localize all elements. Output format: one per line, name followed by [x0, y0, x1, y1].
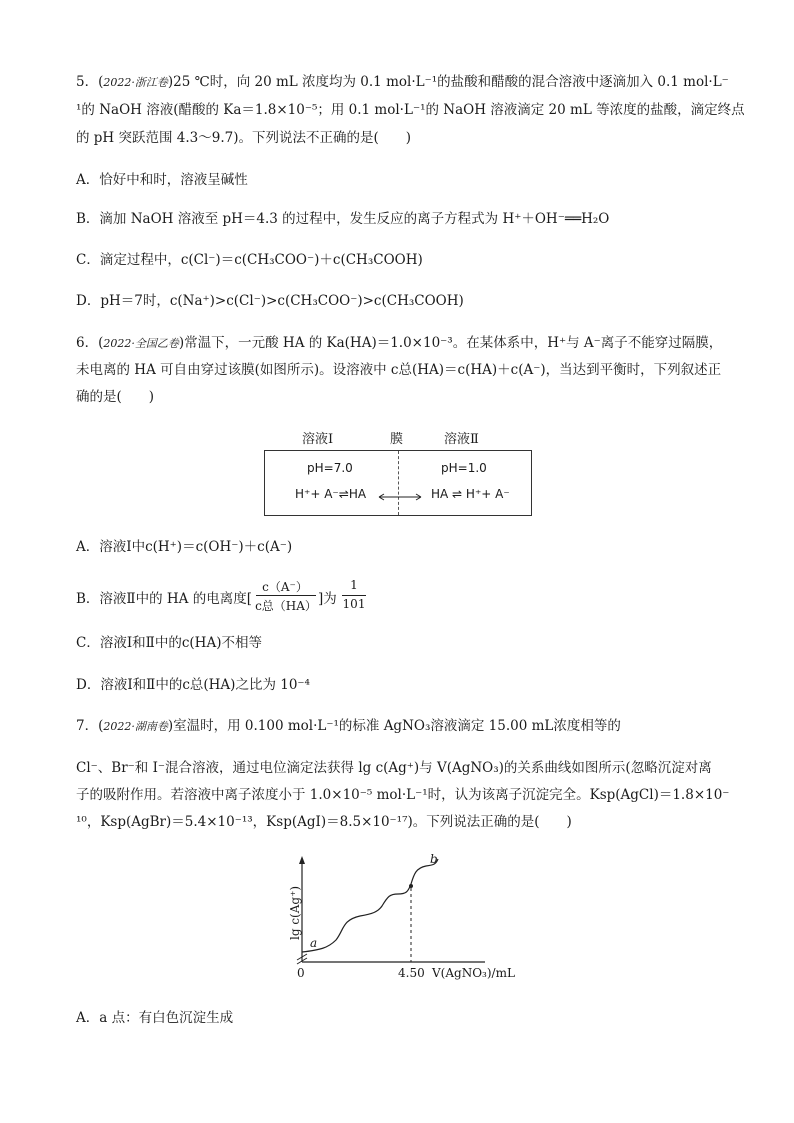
- q7-number: 7．(: [76, 718, 104, 734]
- membrane-diagram: [264, 450, 532, 516]
- q6-number: 6．(: [76, 335, 104, 351]
- q7-line4: ¹⁰，Ksp(AgBr)＝5.4×10⁻¹³，Ksp(AgI)＝8.5×10⁻¹⁷)。下列说法正确的是( ): [76, 814, 572, 830]
- equilibrium-right: HA ⇌ H⁺+ A⁻: [431, 487, 510, 501]
- x-axis-label: V(AgNO₃)/mL: [432, 966, 515, 980]
- q7-source: 2022·湖南卷: [103, 720, 168, 733]
- q7-line3: 子的吸附作用。若溶液中离子浓度小于 1.0×10⁻⁵ mol·L⁻¹时，认为该离子沉淀完全。Ksp(AgCl)＝1.8×10⁻: [76, 787, 730, 803]
- b-fraction-den: c总（HA）: [255, 599, 317, 613]
- point-a-label: a: [310, 936, 318, 950]
- ph-left: pH=7.0: [307, 461, 353, 475]
- diffusion-arrow: [375, 491, 425, 503]
- ph-right: pH=1.0: [441, 461, 487, 475]
- point-b-label: b: [430, 852, 438, 866]
- y-axis-label: lg c(Ag⁺): [288, 885, 302, 940]
- q6-source: 2022·全国乙卷: [103, 337, 179, 350]
- x-tick-4-50: 4.50: [398, 966, 425, 980]
- endpoint-dot: [409, 884, 413, 888]
- q7-option-a: A．a 点：有白色沉淀生成: [76, 1010, 234, 1026]
- solution-2-label: 溶液Ⅱ: [444, 432, 479, 447]
- q5-line3: 的 pH 突跃范围 4.3～9.7)。下列说法不正确的是( ): [76, 130, 412, 146]
- q5-number: 5．(: [76, 74, 104, 90]
- q6-line2: 未电离的 HA 可自由穿过该膜(如图所示)。设溶液中 c总(HA)＝c(HA)＋c(A⁻)，当达到平衡时，下列叙述正: [76, 362, 722, 378]
- titration-curve: [302, 859, 438, 952]
- q6-text: )常温下，一元酸 HA 的 Ka(HA)＝1.0×10⁻³。在某体系中，H⁺与 A⁻离子不能穿过隔膜，: [178, 335, 723, 351]
- titration-curve-chart: [280, 850, 520, 985]
- q6-line3: 确的是( ): [76, 389, 155, 405]
- q6-option-b-mid: ]为: [318, 591, 337, 607]
- b-fraction-bar: [256, 595, 316, 596]
- q5-line2: ¹的 NaOH 溶液(醋酸的 Ka＝1.8×10⁻⁵；用 0.1 mol·L⁻¹的 NaOH 溶液滴定 20 mL 等浓度的盐酸，滴定终点: [76, 102, 745, 118]
- origin-label: 0: [297, 966, 305, 980]
- q5-option-a: A．恰好中和时，溶液呈碱性: [76, 172, 248, 188]
- q5-option-b: B．滴加 NaOH 溶液至 pH＝4.3 的过程中，发生反应的离子方程式为 H⁺＋OH⁻══H₂O: [76, 211, 610, 227]
- q6-option-c: C．溶液Ⅰ和Ⅱ中的c(HA)不相等: [76, 635, 262, 651]
- ratio-den: 101: [342, 597, 366, 611]
- q6-option-b-prefix: B．溶液Ⅱ中的 HA 的电离度[: [76, 591, 252, 607]
- q5-option-d: D．pH＝7时，c(Na⁺)>c(Cl⁻)>c(CH₃COO⁻)>c(CH₃COOH): [76, 293, 464, 309]
- q5-option-c: C．滴定过程中，c(Cl⁻)＝c(CH₃COO⁻)＋c(CH₃COOH): [76, 252, 423, 268]
- membrane-line: [398, 451, 399, 515]
- ratio-bar: [342, 595, 366, 596]
- q5-source: 2022·浙江卷: [103, 76, 168, 89]
- equilibrium-left: H⁺+ A⁻⇌HA: [295, 487, 367, 501]
- q7-text: )室温时，用 0.100 mol·L⁻¹的标准 AgNO₃溶液滴定 15.00 mL浓度相等的: [167, 718, 621, 734]
- membrane-label: 膜: [390, 432, 404, 447]
- q5-line1: [76, 72, 729, 93]
- q5-text: )25 ℃时，向 20 mL 浓度均为 0.1 mol·L⁻¹的盐酸和醋酸的混合溶液中逐滴加入 0.1 mol·L⁻: [167, 74, 729, 90]
- q6-line1: [76, 333, 722, 354]
- ratio-num: 1: [350, 578, 358, 592]
- q6-option-d: D．溶液Ⅰ和Ⅱ中的c总(HA)之比为 10⁻⁴: [76, 677, 310, 693]
- solution-1-label: 溶液Ⅰ: [302, 432, 334, 447]
- q6-option-a: A．溶液Ⅰ中c(H⁺)＝c(OH⁻)＋c(A⁻): [76, 539, 293, 555]
- b-fraction-num: c（A⁻）: [262, 580, 308, 594]
- q7-line1: [76, 716, 621, 737]
- y-axis-arrow: [299, 856, 305, 864]
- q7-line2: Cl⁻、Br⁻和 I⁻混合溶液，通过电位滴定法获得 lg c(Ag⁺)与 V(AgNO₃)的关系曲线如图所示(忽略沉淀对离: [76, 760, 712, 776]
